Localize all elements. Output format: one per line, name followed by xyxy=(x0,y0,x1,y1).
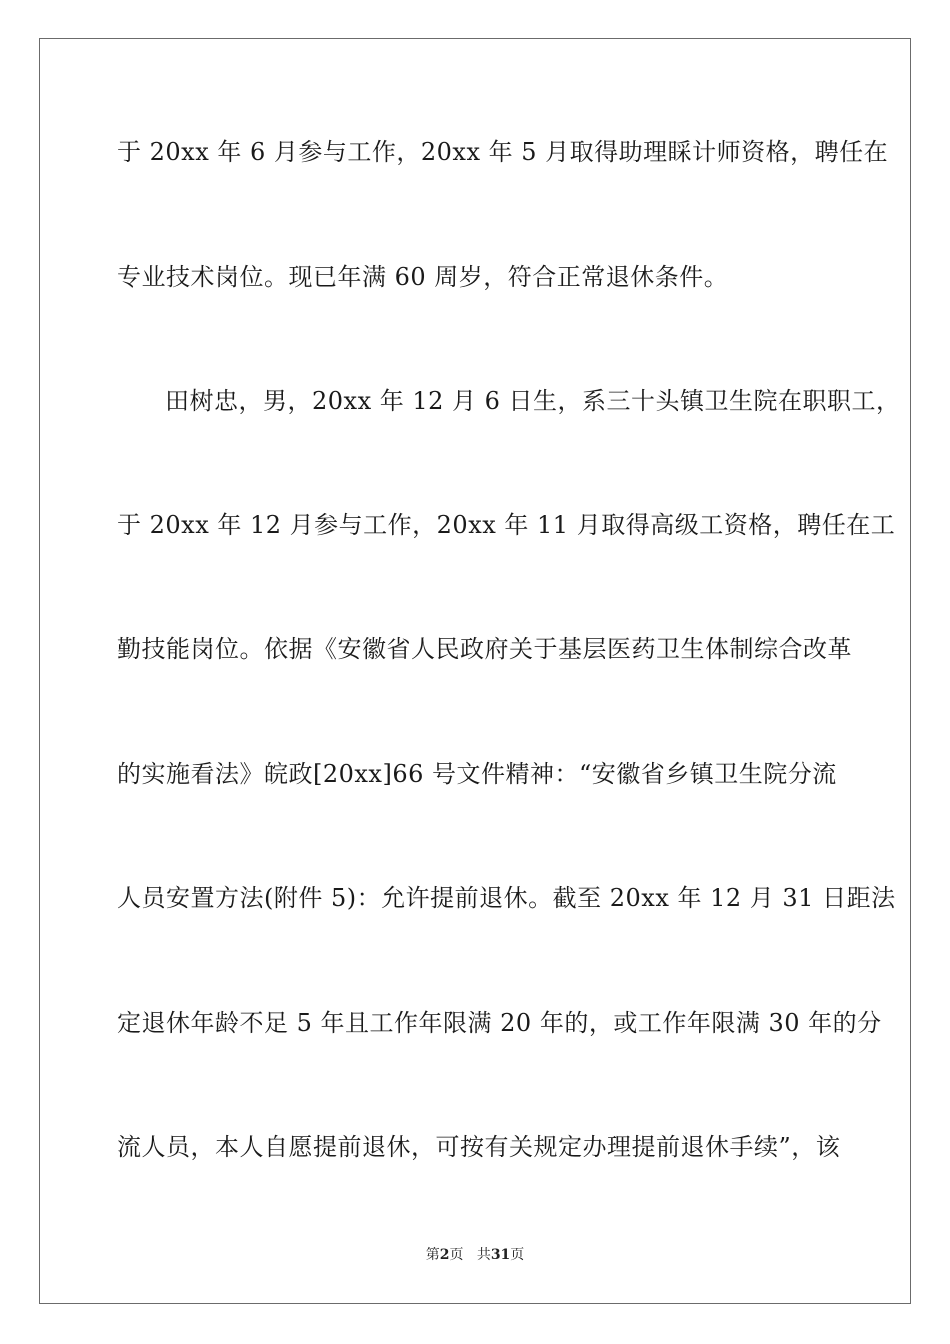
body-line-8: 定退休年龄不足 5 年且工作年限满 20 年的，或工作年限满 30 年的分 xyxy=(117,1009,882,1037)
body-line-2: 专业技术岗位。现已年满 60 周岁，符合正常退休条件。 xyxy=(117,263,729,291)
footer-total-prefix: 共 xyxy=(476,1247,491,1263)
body-line-4: 于 20xx 年 12 月参与工作，20xx 年 11 月取得高级工资格，聘任在工 xyxy=(117,511,896,539)
body-line-5: 勤技能岗位。依据《安徽省人民政府关于基层医药卫生体制综合改革 xyxy=(117,635,852,663)
body-line-7: 人员安置方法(附件 5)：允许提前退休。截至 20xx 年 12 月 31 日距法 xyxy=(117,884,896,912)
body-line-9: 流人员，本人自愿提前退休，可按有关规定办理提前退休手续”，该 xyxy=(117,1133,841,1161)
footer-page-number: 2 xyxy=(439,1247,450,1263)
page-footer xyxy=(0,1246,950,1264)
body-line-6: 的实施看法》皖政[20xx]66 号文件精神：“安徽省乡镇卫生院分流 xyxy=(117,760,837,788)
footer-total-pages: 31 xyxy=(490,1247,511,1263)
page-border xyxy=(39,38,911,1304)
body-line-3: 田树忠，男，20xx 年 12 月 6 日生，系三十头镇卫生院在职职工， xyxy=(165,387,901,415)
footer-total-suffix: 页 xyxy=(510,1247,525,1263)
footer-page-prefix: 第 xyxy=(425,1247,440,1263)
footer-page-suffix: 页 xyxy=(449,1247,464,1263)
body-line-1: 于 20xx 年 6 月参与工作，20xx 年 5 月取得助理睬计师资格，聘任在 xyxy=(117,138,889,166)
